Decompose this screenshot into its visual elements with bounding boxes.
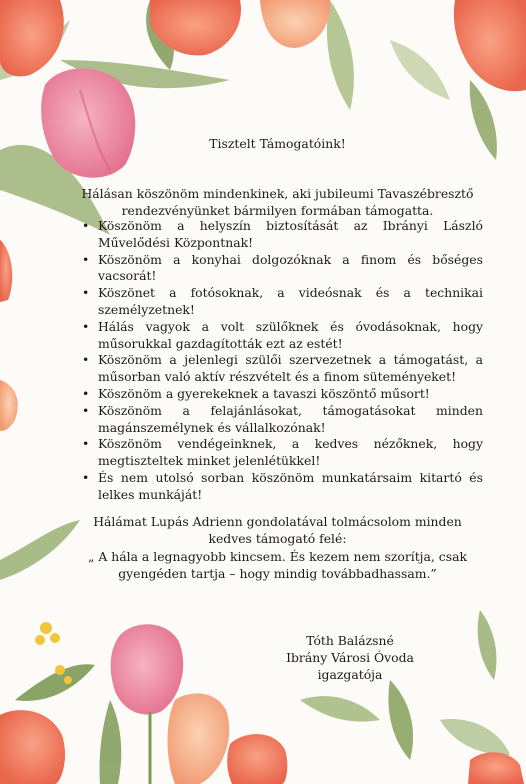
thanks-list	[78, 218, 483, 504]
list-item: • Köszönöm a helyszín biztosítását az Ibrányi László Művelődési Központnak!	[78, 218, 483, 252]
quote: „ A hála a legnagyobb kincsem. És kezem nem szorítja, csak gyengéden tartja – hogy mindig továbbadhassam.”	[88, 549, 467, 581]
list-item: • Köszönöm vendégeinknek, a kedves nézőknek, hogy megtiszteltek minket jelenlétükkel!	[78, 436, 483, 470]
list-item: • És nem utolsó sorban köszönöm munkatársaim kitartó és lelkes munkáját!	[78, 470, 483, 504]
list-item: • Köszönet a fotósoknak, a videósnak és a technikai személyzetnek!	[78, 285, 483, 319]
list-item: • Köszönöm a gyerekeknek a tavaszi köszöntő műsort!	[78, 386, 483, 403]
signature-name: Tóth Balázsné	[306, 633, 394, 648]
signature-role: igazgatója	[317, 667, 383, 682]
signature-institution: Ibrány Városi Óvoda	[286, 650, 414, 665]
intro-paragraph: Hálásan köszönöm mindenkinek, aki jubileumi Tavaszébresztő rendezvényünket bármilyen formában támogatta.	[81, 186, 474, 218]
tulip-icon	[0, 240, 18, 431]
signature-block	[270, 632, 430, 683]
closing-paragraph: Hálámat Lupás Adrienn gondolatával tolmácsolom minden kedves támogató felé:	[93, 514, 462, 546]
list-item: • Hálás vagyok a volt szülőknek és óvodásoknak, hogy műsorukkal gazdagították ezt az estét!	[78, 319, 483, 353]
greeting-heading: Tisztelt Támogatóink!	[209, 136, 346, 151]
list-item: • Köszönöm a konyhai dolgozóknak a finom és bőséges vacsorát!	[78, 252, 483, 286]
list-item: • Köszönöm a jelenlegi szülői szervezetnek a támogatást, a műsorban való aktív részvételt és a finom süteményeket!	[78, 352, 483, 386]
list-item: • Köszönöm a felajánlásokat, támogatásokat minden magánszemélynek és vállalkozónak!	[78, 403, 483, 437]
